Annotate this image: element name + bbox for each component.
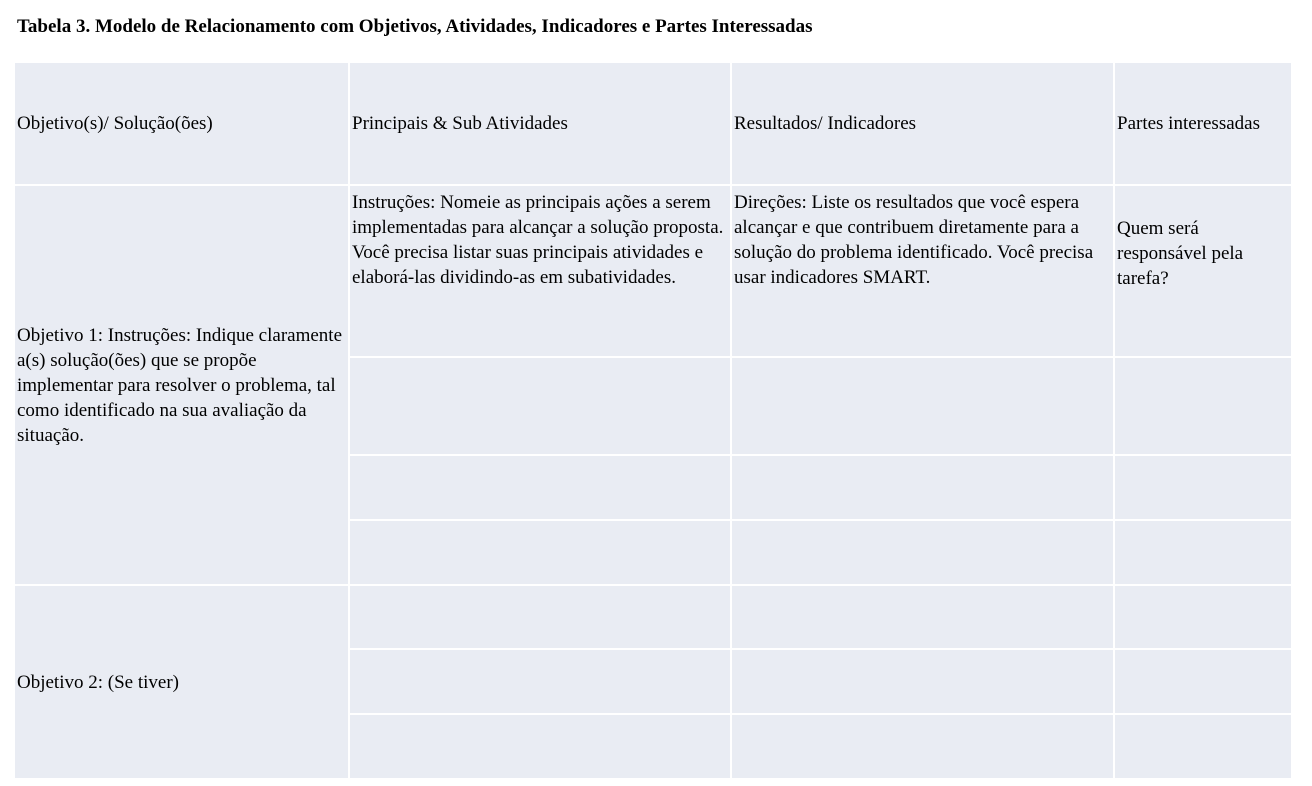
table-caption: Tabela 3. Modelo de Relacionamento com Objetivos, Atividades, Indicadores e Partes Interessadas xyxy=(17,16,813,37)
relationship-model-table xyxy=(13,61,1293,780)
empty-cell xyxy=(349,585,731,649)
empty-cell xyxy=(1114,357,1292,455)
empty-cell xyxy=(1114,520,1292,585)
empty-cell xyxy=(349,357,731,455)
empty-cell xyxy=(349,649,731,714)
empty-cell xyxy=(1114,714,1292,779)
objective-1-cell: Objetivo 1: Instruções: Indique claramente a(s) solução(ões) que se propõe implementar para resolver o problema, tal como identificado na sua avaliação da situação. xyxy=(14,185,349,585)
activities-instructions-cell: Instruções: Nomeie as principais ações a serem implementadas para alcançar a solução proposta. Você precisa listar suas principais atividades e elaborá-las dividindo-as em subatividades. xyxy=(349,185,731,357)
header-objectives: Objetivo(s)/ Solução(ões) xyxy=(14,62,349,185)
empty-cell xyxy=(349,520,731,585)
table-row xyxy=(14,585,1292,649)
empty-cell xyxy=(1114,455,1292,520)
table-header-row xyxy=(14,62,1292,185)
header-stakeholders: Partes interessadas xyxy=(1114,62,1292,185)
indicators-directions-cell: Direções: Liste os resultados que você espera alcançar e que contribuem diretamente para a solução do problema identificado. Você precisa usar indicadores SMART. xyxy=(731,185,1114,357)
stakeholders-question-cell: Quem será responsável pela tarefa? xyxy=(1114,185,1292,357)
empty-cell xyxy=(349,714,731,779)
header-activities: Principais & Sub Atividades xyxy=(349,62,731,185)
empty-cell xyxy=(731,585,1114,649)
header-indicators: Resultados/ Indicadores xyxy=(731,62,1114,185)
empty-cell xyxy=(349,455,731,520)
empty-cell xyxy=(731,649,1114,714)
empty-cell xyxy=(731,455,1114,520)
empty-cell xyxy=(731,520,1114,585)
empty-cell xyxy=(1114,585,1292,649)
empty-cell xyxy=(731,714,1114,779)
empty-cell xyxy=(731,357,1114,455)
table-row xyxy=(14,185,1292,357)
objective-2-cell: Objetivo 2: (Se tiver) xyxy=(14,585,349,779)
empty-cell xyxy=(1114,649,1292,714)
